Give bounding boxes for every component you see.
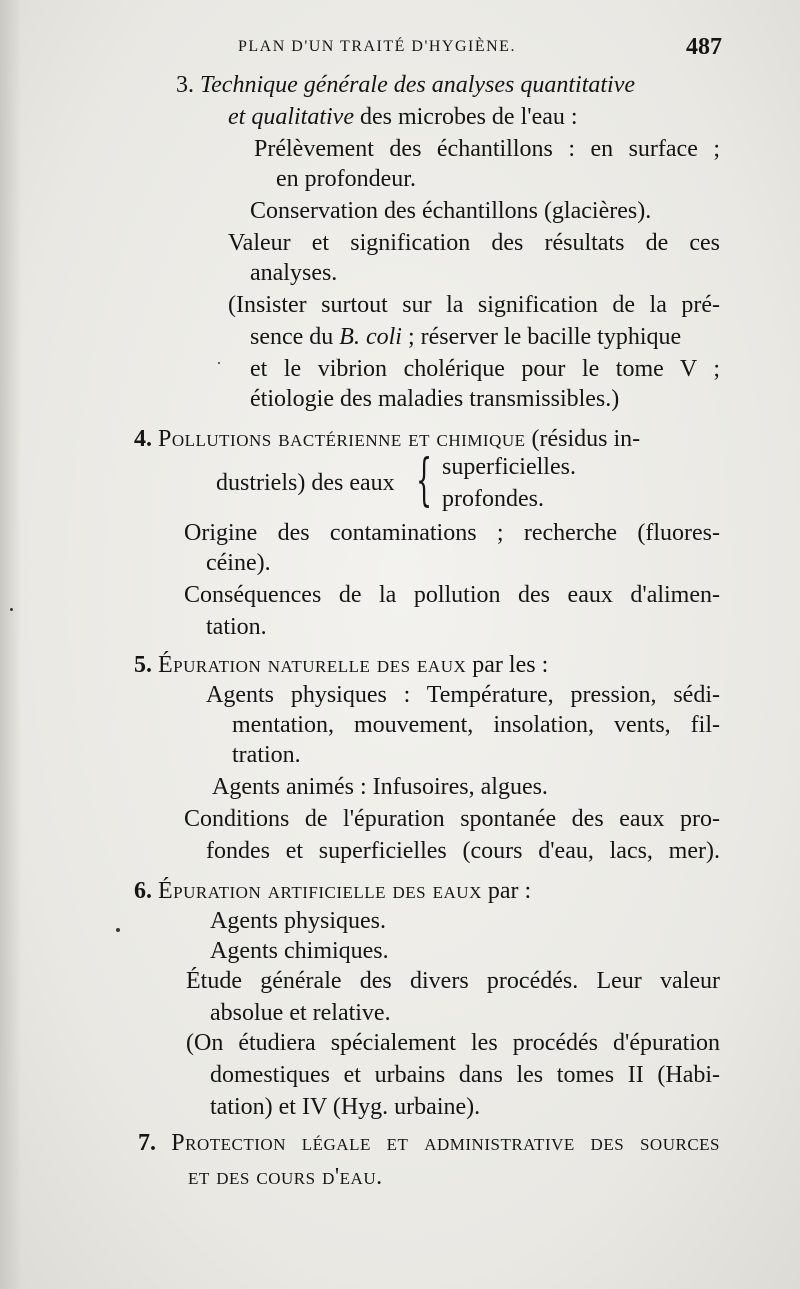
section-4-line-2: céine).: [206, 550, 271, 576]
section-6-line-6: domestiques et urbains dans les tomes II (Habi-: [210, 1062, 720, 1088]
paper-speck: [116, 928, 120, 932]
section-5-line-3: tration.: [232, 742, 301, 768]
section-4-heading-rest: (résidus in-: [525, 426, 641, 452]
section-4-heading: [134, 424, 640, 454]
section-3-line-7: [250, 322, 681, 352]
page-number: 487: [686, 34, 722, 60]
section-3-title-b: et qualitative: [228, 104, 354, 130]
section-3-title-a: Technique générale des analyses quantitative: [200, 72, 636, 98]
section-4-heading-text: Pollutions bactérienne et chimique: [158, 426, 526, 452]
section-4-number: 4.: [134, 426, 152, 452]
section-7-heading-line-1: [138, 1128, 720, 1158]
section-4-line-4: tation.: [206, 614, 267, 640]
section-5-line-6: fondes et superficielles (cours d'eau, lacs, mer).: [206, 838, 720, 864]
section-3-number: 3.: [176, 72, 194, 98]
section-5-number: 5.: [134, 652, 152, 678]
section-3-line-8: et le vibrion cholérique pour le tome V ;: [250, 356, 720, 382]
section-3-line-6: (Insister surtout sur la signification de la pré-: [228, 292, 720, 318]
section-5-line-5: Conditions de l'épuration spontanée des eaux pro-: [184, 806, 720, 832]
section-3-line-4: Valeur et signification des résultats de ces: [228, 230, 720, 256]
section-6-line-4: absolue et relative.: [210, 1000, 391, 1026]
section-5-heading: [134, 650, 548, 680]
page-header: [238, 34, 722, 64]
page-edge-shadow: [0, 0, 22, 1289]
section-5-line-4: Agents animés : Infusoires, algues.: [212, 774, 548, 800]
section-3-line-7a: sence du: [250, 324, 340, 350]
section-3-line-3: Conservation des échantillons (glacières).: [250, 198, 652, 224]
section-3-title-rest: des microbes de l'eau :: [353, 104, 578, 130]
curly-brace-icon: {: [416, 448, 433, 513]
section-6-heading-text: Épuration artificielle des eaux: [158, 878, 482, 904]
section-3-line-9: étiologie des maladies transmissibles.): [250, 386, 620, 412]
section-6-line-1: Agents physiques.: [210, 908, 386, 934]
section-4-option-surface: superficielles.: [442, 454, 576, 480]
paper-speck: [218, 362, 220, 364]
section-3-line-1: Prélèvement des échantillons : en surface ;: [254, 136, 720, 162]
section-6-number: 6.: [134, 878, 152, 904]
section-4-brace-block: [216, 448, 596, 514]
section-4-option-depth: profondes.: [442, 486, 544, 512]
b-coli-term: B. coli: [339, 324, 402, 350]
section-3-title-line-2: [228, 102, 578, 132]
section-6-line-3: Étude générale des divers procédés. Leur valeur: [186, 968, 720, 994]
section-7-heading-b: et des cours d'eau.: [188, 1164, 383, 1190]
section-5-line-1: Agents physiques : Température, pression, sédi-: [206, 682, 720, 708]
section-5-heading-text: Épuration naturelle des eaux: [158, 652, 467, 678]
section-3-line-7c: ; réserver le bacille typhique: [401, 324, 682, 350]
section-6-heading: [134, 876, 531, 906]
section-6-heading-rest: par :: [481, 878, 532, 904]
section-3-title-line-1: [176, 70, 635, 100]
section-7-number: 7.: [138, 1130, 156, 1156]
section-4-brace-lead: dustriels) des eaux: [216, 470, 395, 496]
section-7-heading-line-2: [188, 1162, 383, 1192]
section-5-line-2: mentation, mouvement, insolation, vents, fil-: [232, 712, 720, 738]
section-6-line-5: (On étudiera spécialement les procédés d'épuration: [186, 1030, 720, 1056]
section-7-heading-a: Protection légale et administrative des sources: [171, 1130, 720, 1156]
section-6-line-2: Agents chimiques.: [210, 938, 389, 964]
running-head: PLAN D'UN TRAITÉ D'HYGIÈNE.: [238, 38, 516, 55]
paper-speck: [10, 608, 13, 611]
section-5-heading-rest: par les :: [466, 652, 549, 678]
section-4-line-1: Origine des contaminations ; recherche (fluores-: [184, 520, 720, 546]
section-4-line-3: Conséquences de la pollution des eaux d'alimen-: [184, 582, 720, 608]
section-3-line-2: en profondeur.: [276, 166, 416, 192]
section-6-line-7: tation) et IV (Hyg. urbaine).: [210, 1094, 481, 1120]
section-3-line-5: analyses.: [250, 260, 338, 286]
